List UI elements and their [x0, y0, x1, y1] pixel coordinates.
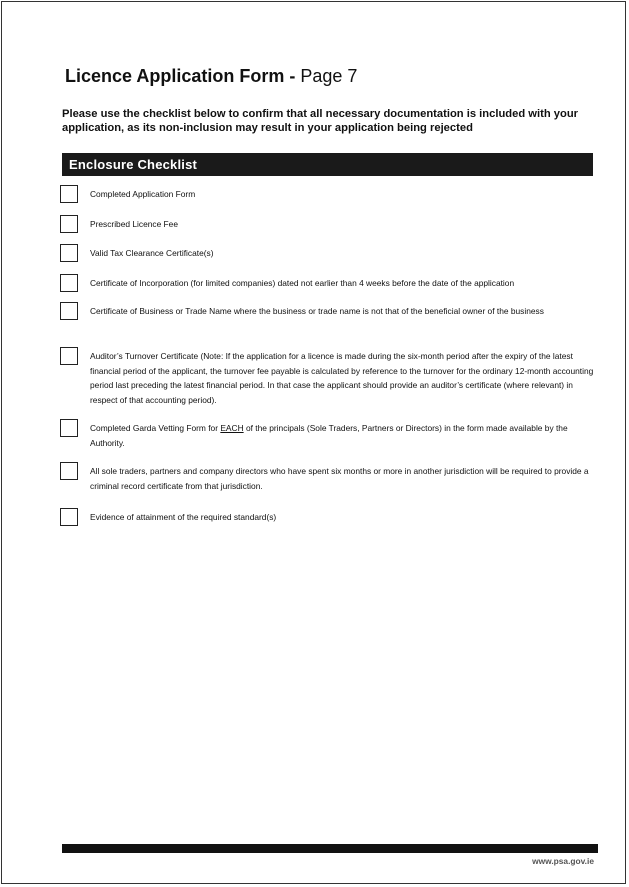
checklist-label: Prescribed Licence Fee — [90, 219, 178, 229]
checkbox-required-standard[interactable] — [60, 508, 78, 526]
form-title: Licence Application Form - — [65, 66, 296, 86]
checklist-label: Certificate of Business or Trade Name where the business or trade name is not that of the beneficial owner of the business — [90, 306, 544, 316]
checklist-label: Valid Tax Clearance Certificate(s) — [90, 248, 214, 258]
document-page — [1, 1, 626, 884]
page-title — [65, 66, 357, 87]
footer-url: www.psa.gov.ie — [532, 856, 594, 866]
page-number: Page 7 — [300, 66, 358, 86]
checklist-label: All sole traders, partners and company directors who have spent six months or more in another jurisdiction will be required to provide a criminal record certificate from that jurisdiction. — [90, 466, 589, 491]
checklist-label: Completed Application Form — [90, 189, 196, 199]
checklist-label: Auditor’s Turnover Certificate (Note: If the application for a licence is made during the six-month period after the expiry of the latest financial period of the applicant, the turnover fee payable is calculated by reference to the turnover for the ordinary 12-month accounting period last preceding the latest financial period. In that case the applicant should provide an auditor’s certificate (where relevant) in respect of that accounting period). — [90, 351, 594, 405]
label-text: Completed Garda Vetting Form for — [90, 423, 221, 433]
checkbox-incorporation[interactable] — [60, 274, 78, 292]
intro-instructions: Please use the checklist below to confirm that all necessary documentation is included with your application, as its non-inclusion may result in your application being rejected — [62, 108, 579, 134]
checkbox-tax-clearance[interactable] — [60, 244, 78, 262]
checkbox-licence-fee[interactable] — [60, 215, 78, 233]
checkbox-auditor-certificate[interactable] — [60, 347, 78, 365]
checkbox-application-form[interactable] — [60, 185, 78, 203]
footer-rule — [62, 844, 598, 853]
checklist-label — [90, 421, 600, 450]
checklist-label: Evidence of attainment of the required standard(s) — [90, 512, 277, 522]
checkbox-garda-vetting[interactable] — [60, 419, 78, 437]
checklist-label: Certificate of Incorporation (for limited companies) dated not earlier than 4 weeks before the date of the application — [90, 278, 515, 288]
enclosure-checklist-header: Enclosure Checklist — [62, 153, 593, 176]
checkbox-criminal-record[interactable] — [60, 462, 78, 480]
label-text: of the principals (Sole Traders, Partners or Directors) in the form made available by the Authority. — [90, 423, 568, 448]
checkbox-business-name[interactable] — [60, 302, 78, 320]
label-emphasis: EACH — [220, 423, 244, 433]
